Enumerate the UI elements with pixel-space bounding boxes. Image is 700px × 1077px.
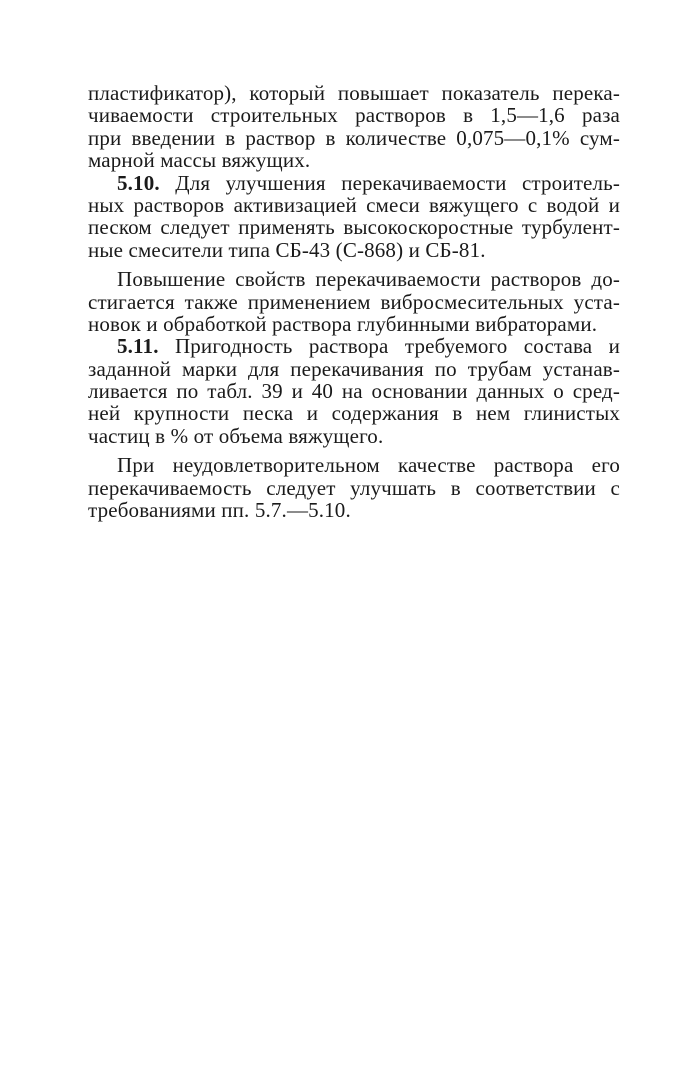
- text-line: при введении в раствор в количестве 0,075—0,1% сум-: [88, 125, 620, 150]
- text-line: перекачиваемость следует улучшать в соответствии с: [88, 475, 620, 500]
- text-line: частиц в % от объема вяжущего.: [88, 423, 384, 448]
- paragraph-vibro: [88, 268, 620, 335]
- text-line: ливается по табл. 39 и 40 на основании данных о сред-: [88, 379, 620, 404]
- text-line: стигается также применением вибросмесительных уста-: [88, 289, 620, 314]
- text-line: чиваемости строительных растворов в 1,5—1,6 раза: [88, 103, 620, 128]
- text-span: Пригодность раствора требуемого состава и: [158, 334, 620, 359]
- text-line: ные смесители типа СБ-43 (С-868) и СБ-81.: [88, 237, 486, 262]
- document-page: [88, 82, 620, 521]
- text-line: ных растворов активизацией смеси вяжущего с водой и: [88, 192, 620, 217]
- paragraph-5-11: [88, 335, 620, 447]
- text-line: пластификатор), который повышает показатель перека-: [88, 81, 620, 105]
- section-number: 5.11.: [117, 334, 159, 359]
- text-line: песком следует применять высокоскоростные турбулент-: [88, 215, 620, 240]
- text-line: При неудовлетворительном качестве раствора его: [117, 453, 620, 478]
- paragraph-5-10: [88, 172, 620, 262]
- text-line: заданной марки для перекачивания по трубам устанав-: [88, 356, 620, 381]
- text-line: [88, 335, 620, 357]
- text-line: марной массы вяжущих.: [88, 148, 311, 173]
- paragraph-quality: [88, 454, 620, 521]
- text-line: новок и обработкой раствора глубинными вибраторами.: [88, 311, 598, 336]
- text-line: ней крупности песка и содержания в нем глинистых: [88, 401, 620, 426]
- text-line: [88, 172, 620, 194]
- text-line: Повышение свойств перекачиваемости растворов до-: [117, 267, 620, 292]
- text-line: требованиями пп. 5.7.—5.10.: [88, 498, 351, 523]
- text-span: Для улучшения перекачиваемости строитель-: [159, 170, 620, 195]
- paragraph-continuation: [88, 82, 620, 172]
- section-number: 5.10.: [117, 170, 160, 195]
